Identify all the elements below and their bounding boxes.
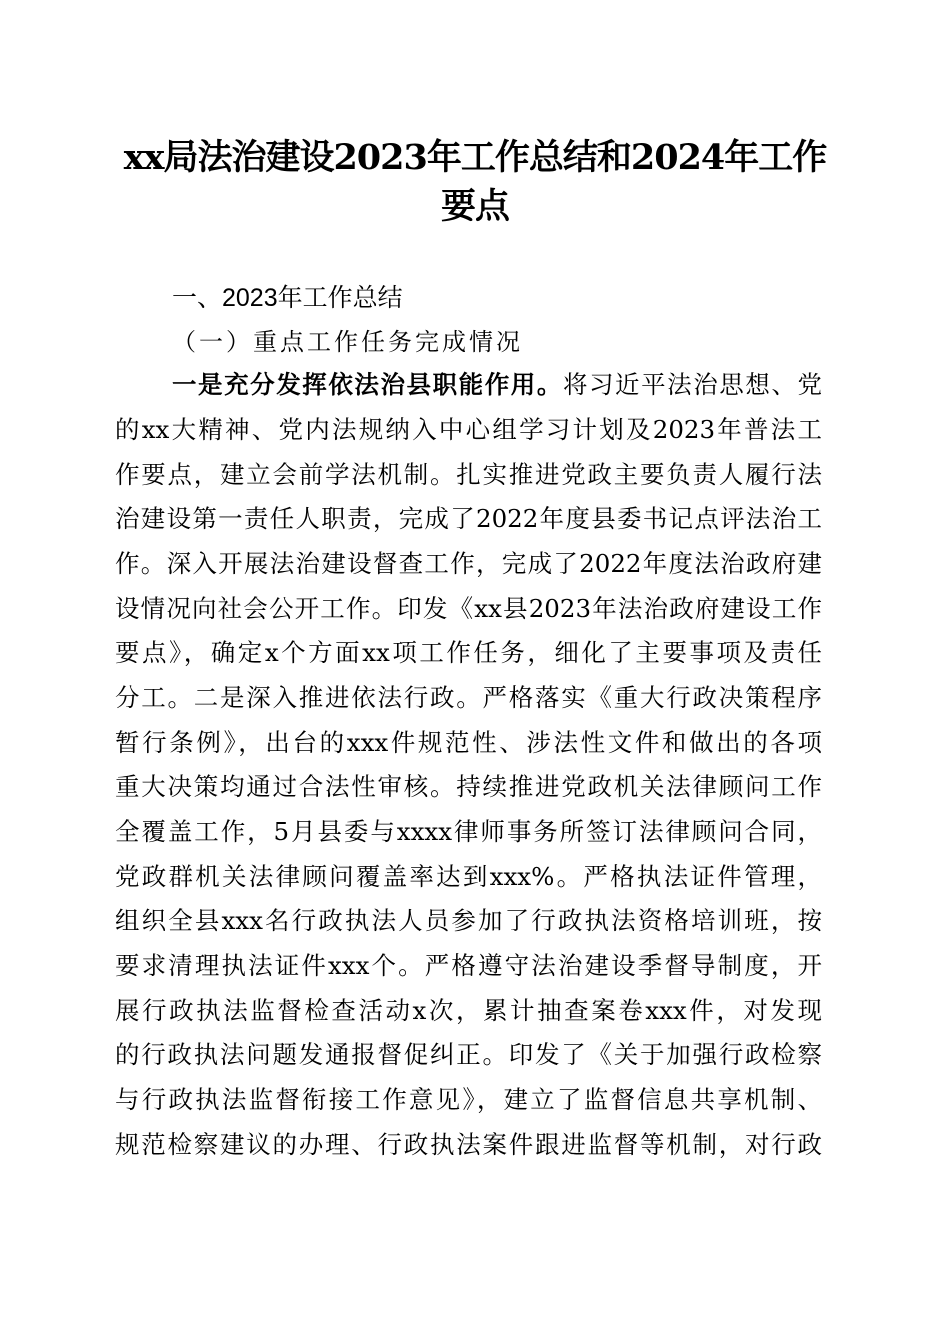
subsection-heading: （一）重点工作任务完成情况 xyxy=(172,328,523,356)
paragraph-line: 的行政执法问题发通报督促纠正。印发了《关于加强行政检察 xyxy=(115,1040,822,1069)
document-title-line-2: 要点 xyxy=(440,186,509,227)
paragraph-line: 要点》，确定x个方面xx项工作任务，细化了主要事项及责任 xyxy=(115,638,822,667)
paragraph-line: 与行政执法监督衔接工作意见》，建立了监督信息共享机制、 xyxy=(115,1085,822,1114)
paragraph-line: 全覆盖工作，5月县委与xxxx律师事务所签订法律顾问合同， xyxy=(115,817,822,846)
paragraph-line: 组织全县xxx名行政执法人员参加了行政执法资格培训班，按 xyxy=(115,906,822,935)
paragraph-line xyxy=(172,369,822,401)
paragraph-line: 作要点，建立会前学法机制。扎实推进党政主要负责人履行法 xyxy=(115,460,822,489)
paragraph-line: 展行政执法监督检查活动x次，累计抽查案卷xxx件，对发现 xyxy=(115,996,822,1025)
paragraph-line: 暂行条例》，出台的xxx件规范性、涉法性文件和做出的各项 xyxy=(115,728,822,757)
paragraph-line: 分工。二是深入推进依法行政。严格落实《重大行政决策程序 xyxy=(115,683,822,712)
paragraph-line: 的xx大精神、党内法规纳入中心组学习计划及2023年普法工 xyxy=(115,415,822,444)
section-heading: 一、2023年工作总结 xyxy=(172,284,403,312)
paragraph-lead: 一是充分发挥依法治县职能作用。 xyxy=(172,370,563,399)
paragraph-line: 设情况向社会公开工作。印发《xx县2023年法治政府建设工作 xyxy=(115,594,822,623)
document-title-line-1: xx局法治建设2023年工作总结和2024年工作 xyxy=(123,137,827,178)
paragraph-line: 要求清理执法证件xxx个。严格遵守法治建设季督导制度，开 xyxy=(115,951,822,980)
paragraph-line: 重大决策均通过合法性审核。持续推进党政机关法律顾问工作 xyxy=(115,772,822,801)
paragraph-line-text: 将习近平法治思想、党 xyxy=(562,370,822,399)
paragraph-line: 治建设第一责任人职责，完成了2022年度县委书记点评法治工 xyxy=(115,504,822,533)
paragraph-line: 规范检察建议的办理、行政执法案件跟进监督等机制，对行政 xyxy=(115,1130,822,1159)
paragraph-line: 党政群机关法律顾问覆盖率达到xxx%。严格执法证件管理， xyxy=(115,862,822,891)
paragraph-line: 作。深入开展法治建设督查工作，完成了2022年度法治政府建 xyxy=(115,549,822,578)
